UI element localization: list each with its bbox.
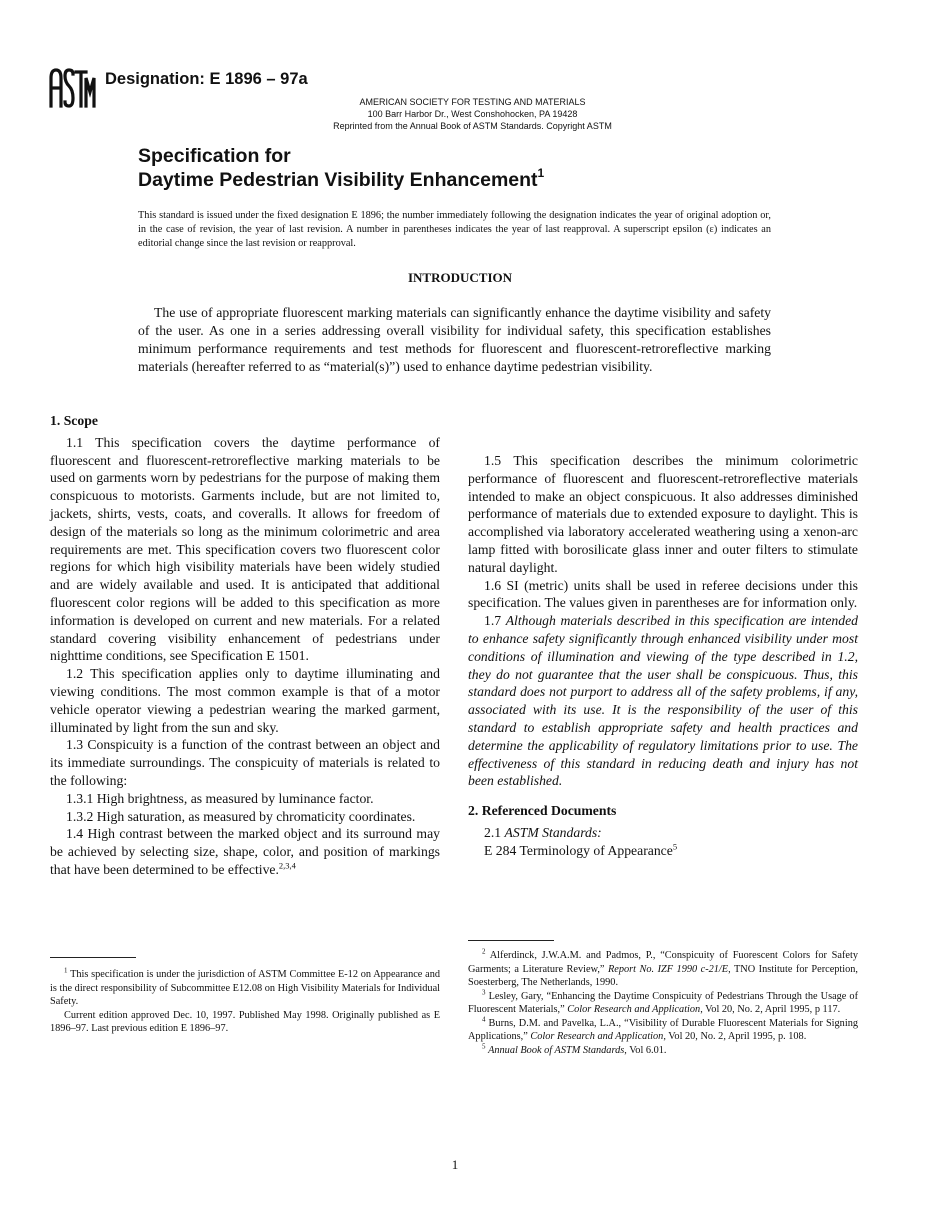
page-number: 1: [451, 1157, 459, 1172]
footnote-1: $^1$ This specification is under the jurisdiction of ASTM Committee E-12 on Appearance and is the direct responsibility of Subcommittee E12.08 on High Visibility Materials for Individual Safety.: [50, 966, 441, 1007]
paragraph-1-3-1: 1.3.1 High brightness, as measured by luminance factor.: [66, 790, 374, 806]
footnote-4: $^4$ Burns, D.M. and Pavelka, L.A., “Visibility of Durable Fluorescent Materials for Signing Applications,” Color Research and Application, Vol 20, No. 2, April 1995, p. 108.: [468, 1015, 858, 1042]
paragraph-1-3-2: 1.3.2 High saturation, as measured by chromaticity coordinates.: [66, 808, 416, 824]
footnotes-right: [468, 949, 858, 1057]
title-footnote-ref: 1: [537, 165, 545, 180]
referenced-documents-heading: 2. Referenced Documents: [468, 803, 617, 819]
introduction-heading: INTRODUCTION: [407, 270, 512, 285]
footnote-2: $^2$ Alferdinck, J.W.A.M. and Padmos, P., “Conspicuity of Fuorescent Colors for Safety Garments; a Literature Review,” Report No. IZF 1990 c-21/E, TNO Institute for Perception, Soesterberg, The Netherlands, 1990.: [468, 947, 858, 988]
document-title: [138, 144, 544, 192]
svg-text:ASTM: ASTM: [48, 66, 51, 67]
title-line-1: Specification for: [138, 145, 291, 167]
left-column: [50, 412, 440, 879]
paragraph-1-4: 1.4 High contrast between the marked object and its surround may be achieved by selecting size, shape, color, and position of markings that have been determined to be effective.$^{2,3,4}$: [50, 826, 440, 877]
designation: Designation: E 1896 – 97a: [105, 70, 308, 88]
footnote-5: $^5$ Annual Book of ASTM Standards, Vol 6.01.: [482, 1042, 667, 1056]
paragraph-1-2: 1.2 This specification applies only to daytime illuminating and viewing conditions. The most common example is that of a motor vehicle operator viewing a pedestrian wearing the marked garment, illuminated by light from the sun and sky.: [50, 666, 440, 735]
footnote-3: $^3$ Lesley, Gary, “Enhancing the Daytime Conspicuity of Pedestrians Through the Usage of Fluorescent Materials,” Color Research and Application, Vol 20, No. 2, April 1995, p 117.: [468, 988, 858, 1015]
footnote-divider: [468, 940, 554, 941]
scope-heading: 1. Scope: [50, 413, 98, 428]
paragraph-1-7: 1.7 Although materials described in this specification are intended to enhance safety significantly through enhanced visibility under most conditions of illumination and viewing of the type described in 1.2, they do not guarantee that the user shall be conspicuous. Thus, this standard does not purport to address all of the safety problems, if any, associated with its use. It is the responsibility of the user of this standard to establish appropriate safety and health practices and determine the applicability of regulatory limitations prior to use. The effectiveness of this standard in reducing death and injury has not been established.: [468, 613, 859, 789]
paragraph-1-3: 1.3 Conspicuity is a function of the contrast between an object and its immediate surroundings. The conspicuity of materials is related to the following:: [50, 737, 440, 788]
paragraph-1-6: 1.6 SI (metric) units shall be used in referee decisions under this specification. The values given in parentheses are for information only.: [468, 577, 858, 611]
paragraph-1-5: 1.5 This specification describes the minimum colorimetric performance of fluorescent and fluorescent-retroreflective materials intended to make an object conspicuous. It also addresses diminished performance of materials due to extended exposure to daylight. This is accomplished via laboratory accelerated weathering using a xenon-arc lamp fitted with borosilicate glass inner and outer filters to stimulate natural daylight.: [468, 453, 858, 575]
footnote-ref: 5: [672, 841, 678, 852]
introduction-text: The use of appropriate fluorescent marking materials can significantly enhance the daytime visibility and safety of the user. As one in a series addressing overall visibility for individual safety, this specification establishes minimum performance requirements and test methods for fluorescent and fluorescent-retroreflective marking materials (hereafter referred to as “material(s)”) used to enhance daytime pedestrian visibility.: [138, 305, 771, 374]
publisher-line: AMERICAN SOCIETY FOR TESTING AND MATERIALS: [359, 97, 586, 107]
footnote-1-edition: Current edition approved Dec. 10, 1997. Published May 1998. Originally published as E 1896–97. Last previous edition E 1896–97.: [50, 1009, 440, 1034]
title-line-2: Daytime Pedestrian Visibility Enhancement$^1$: [138, 165, 545, 191]
paragraph-2-1: 2.1 ASTM Standards:: [484, 824, 602, 840]
publisher-info: [300, 96, 645, 132]
footnote-divider: [50, 957, 136, 958]
footnotes-left: [50, 968, 440, 1036]
paragraph-1-1: 1.1 This specification covers the daytime performance of fluorescent and fluorescent-retroreflective marking materials to be used on garments worn by pedestrians for the purpose of making them conspicuous to motorists. Garments include, but are not limited to, jackets, shirts, vests, coats, and coveralls. It allows for freedom of design of the materials so long as the minimum colorimetric and area requirements are met. This specification covers two fluorescent color regions for which high visibility materials have been widely studied and are widely available and used. It is anticipated that additional fluorescent color regions will be added to this specification as more information is developed on current and new materials. For a related standard covering visibility enhancement of pedestrians under nighttime conditions, see Specification E 1501.: [50, 434, 440, 664]
footnote-ref: 2,3,4: [278, 860, 296, 871]
right-column: [468, 412, 858, 860]
publisher-address: 100 Barr Harbor Dr., West Conshohocken, PA 19428: [367, 109, 578, 119]
issue-note: This standard is issued under the fixed designation E 1896; the number immediately following the designation indicates the year of original adoption or, in the case of revision, the year of last revision. A number in parentheses indicates the year of last reapproval. A superscript epsilon (ε) indicates an editorial change since the last revision or reapproval.: [138, 210, 771, 249]
reference-e284: E 284 Terminology of Appearance$^5$: [484, 841, 678, 858]
astm-logo: [48, 66, 96, 110]
publisher-copyright: Reprinted from the Annual Book of ASTM Standards. Copyright ASTM: [333, 121, 612, 131]
